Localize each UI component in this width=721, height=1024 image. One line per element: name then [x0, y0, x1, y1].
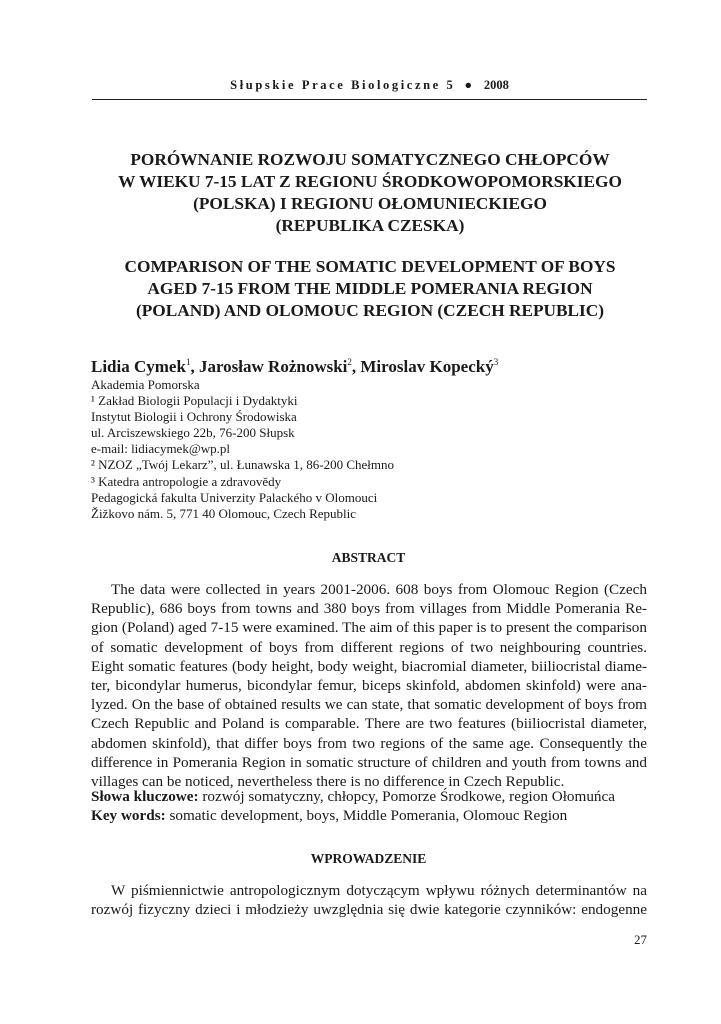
affiliation-line: ¹ Zakład Biologii Populacji i Dydaktyki	[91, 393, 298, 409]
abstract-line: of somatic development of boys from different regions of two neighbouring countries.	[91, 638, 647, 656]
header-rule	[92, 99, 647, 100]
keywords-pl-text: rozwój somatyczny, chłopcy, Pomorze Środkowe, region Ołomuńca	[198, 788, 616, 805]
abstract-line: Republic), 686 boys from towns and 380 boys from villages from Middle Pomerania Re-	[91, 600, 647, 618]
abstract-line: villages can be noticed, nevertheless there is no difference in Czech Republic.	[91, 772, 565, 790]
abstract-line: The data were collected in years 2001-2006. 608 boys from Olomouc Region (Czech	[111, 581, 647, 598]
abstract-line: ter, bicondylar humerus, bicondylar femur, biceps skinfold, abdomen skinfold) were ana-	[91, 676, 647, 694]
affiliations	[91, 377, 394, 522]
author-name: Lidia Cymek	[91, 357, 186, 376]
keywords-english	[91, 806, 615, 825]
abstract-line: difference in Pomerania Region in somatic structure of children and youth from towns and	[91, 753, 647, 771]
abstract-line: abdomen skinfold), that differ boys from two regions of the same age. Consequently the	[91, 734, 647, 752]
title-en-line: (POLAND) AND OLOMOUC REGION (CZECH REPUBLIC)	[135, 301, 605, 320]
intro-body	[91, 881, 647, 919]
abstract-line: gion (Poland) aged 7-15 were examined. The aim of this paper is to present the comparison	[91, 619, 647, 637]
intro-heading: WPROWADZENIE	[310, 851, 427, 866]
journal-volume: 5	[446, 78, 453, 92]
author-separator: ,	[351, 357, 361, 376]
author-name: Jarosław Rożnowski	[198, 357, 348, 376]
author-affiliation-mark: 2	[347, 357, 352, 367]
abstract-body	[91, 580, 647, 791]
header-separator: ●	[464, 78, 473, 92]
intro-line: W piśmiennictwie antropologicznym dotyczącym wpływu różnych determinantów na	[111, 882, 647, 899]
title-en-line: AGED 7-15 FROM THE MIDDLE POMERANIA REGION	[147, 279, 593, 298]
title-pl-line: (POLSKA) I REGIONU OŁOMUNIECKIEGO	[193, 194, 547, 213]
title-en-line: COMPARISON OF THE SOMATIC DEVELOPMENT OF BOYS	[124, 257, 616, 276]
affiliation-line: ³ Katedra antropologie a zdravovědy	[91, 473, 282, 489]
abstract-heading: ABSTRACT	[331, 550, 406, 565]
abstract-line: Eight somatic features (body height, body weight, biacromial diameter, biiliocristal diame-	[91, 657, 647, 675]
journal-name: Słupskie Prace Biologiczne	[230, 78, 441, 92]
abstract-line: Czech Republic and Poland is comparable. There are two features (biiliocristal diameter,	[91, 715, 647, 733]
author-name: Miroslav Kopecký	[360, 357, 494, 376]
affiliation-line: ² NZOZ „Twój Lekarz”, ul. Łunawska 1, 86-200 Chełmno	[91, 457, 394, 473]
abstract-line: lyzed. On the base of obtained results we can state, that somatic development of boys from	[91, 696, 647, 714]
affiliation-line: ul. Arciszewskiego 22b, 76-200 Słupsk	[91, 425, 295, 441]
running-header	[92, 78, 647, 93]
author-list	[91, 357, 498, 377]
keywords-en-label: Key words:	[91, 807, 166, 824]
affiliation-line: Instytut Biologii i Ochrony Środowiska	[91, 409, 297, 425]
page-number: 27	[634, 932, 647, 947]
author-affiliation-mark: 3	[493, 357, 499, 367]
title-polish	[80, 149, 660, 237]
keywords-polish	[91, 787, 615, 806]
affiliation-line: Žižkovo nám. 5, 771 40 Olomouc, Czech Republic	[91, 505, 357, 521]
title-pl-line: W WIEKU 7-15 LAT Z REGIONU ŚRODKOWOPOMORSKIEGO	[118, 172, 622, 191]
affiliation-email: e-mail: lidiacymek@wp.pl	[91, 441, 231, 457]
title-pl-line: (REPUBLIKA CZESKA)	[275, 216, 465, 235]
keywords-block	[91, 787, 615, 825]
title-pl-line: PORÓWNANIE ROZWOJU SOMATYCZNEGO CHŁOPCÓW	[130, 150, 610, 169]
title-english	[80, 256, 660, 322]
intro-line: rozwój fizyczny dzieci i młodzieży uwzględnia się dwie kategorie czynników: endogenne	[91, 901, 647, 919]
journal-year: 2008	[483, 78, 509, 92]
affiliation-line: Akademia Pomorska	[91, 377, 200, 392]
author-affiliation-mark: 1	[185, 357, 191, 367]
keywords-en-text: somatic development, boys, Middle Pomerania, Olomouc Region	[165, 807, 568, 824]
author-separator: ,	[190, 357, 199, 376]
affiliation-line: Pedagogická fakulta Univerzity Palackého v Olomouci	[91, 489, 378, 505]
keywords-pl-label: Słowa kluczowe:	[91, 788, 199, 805]
